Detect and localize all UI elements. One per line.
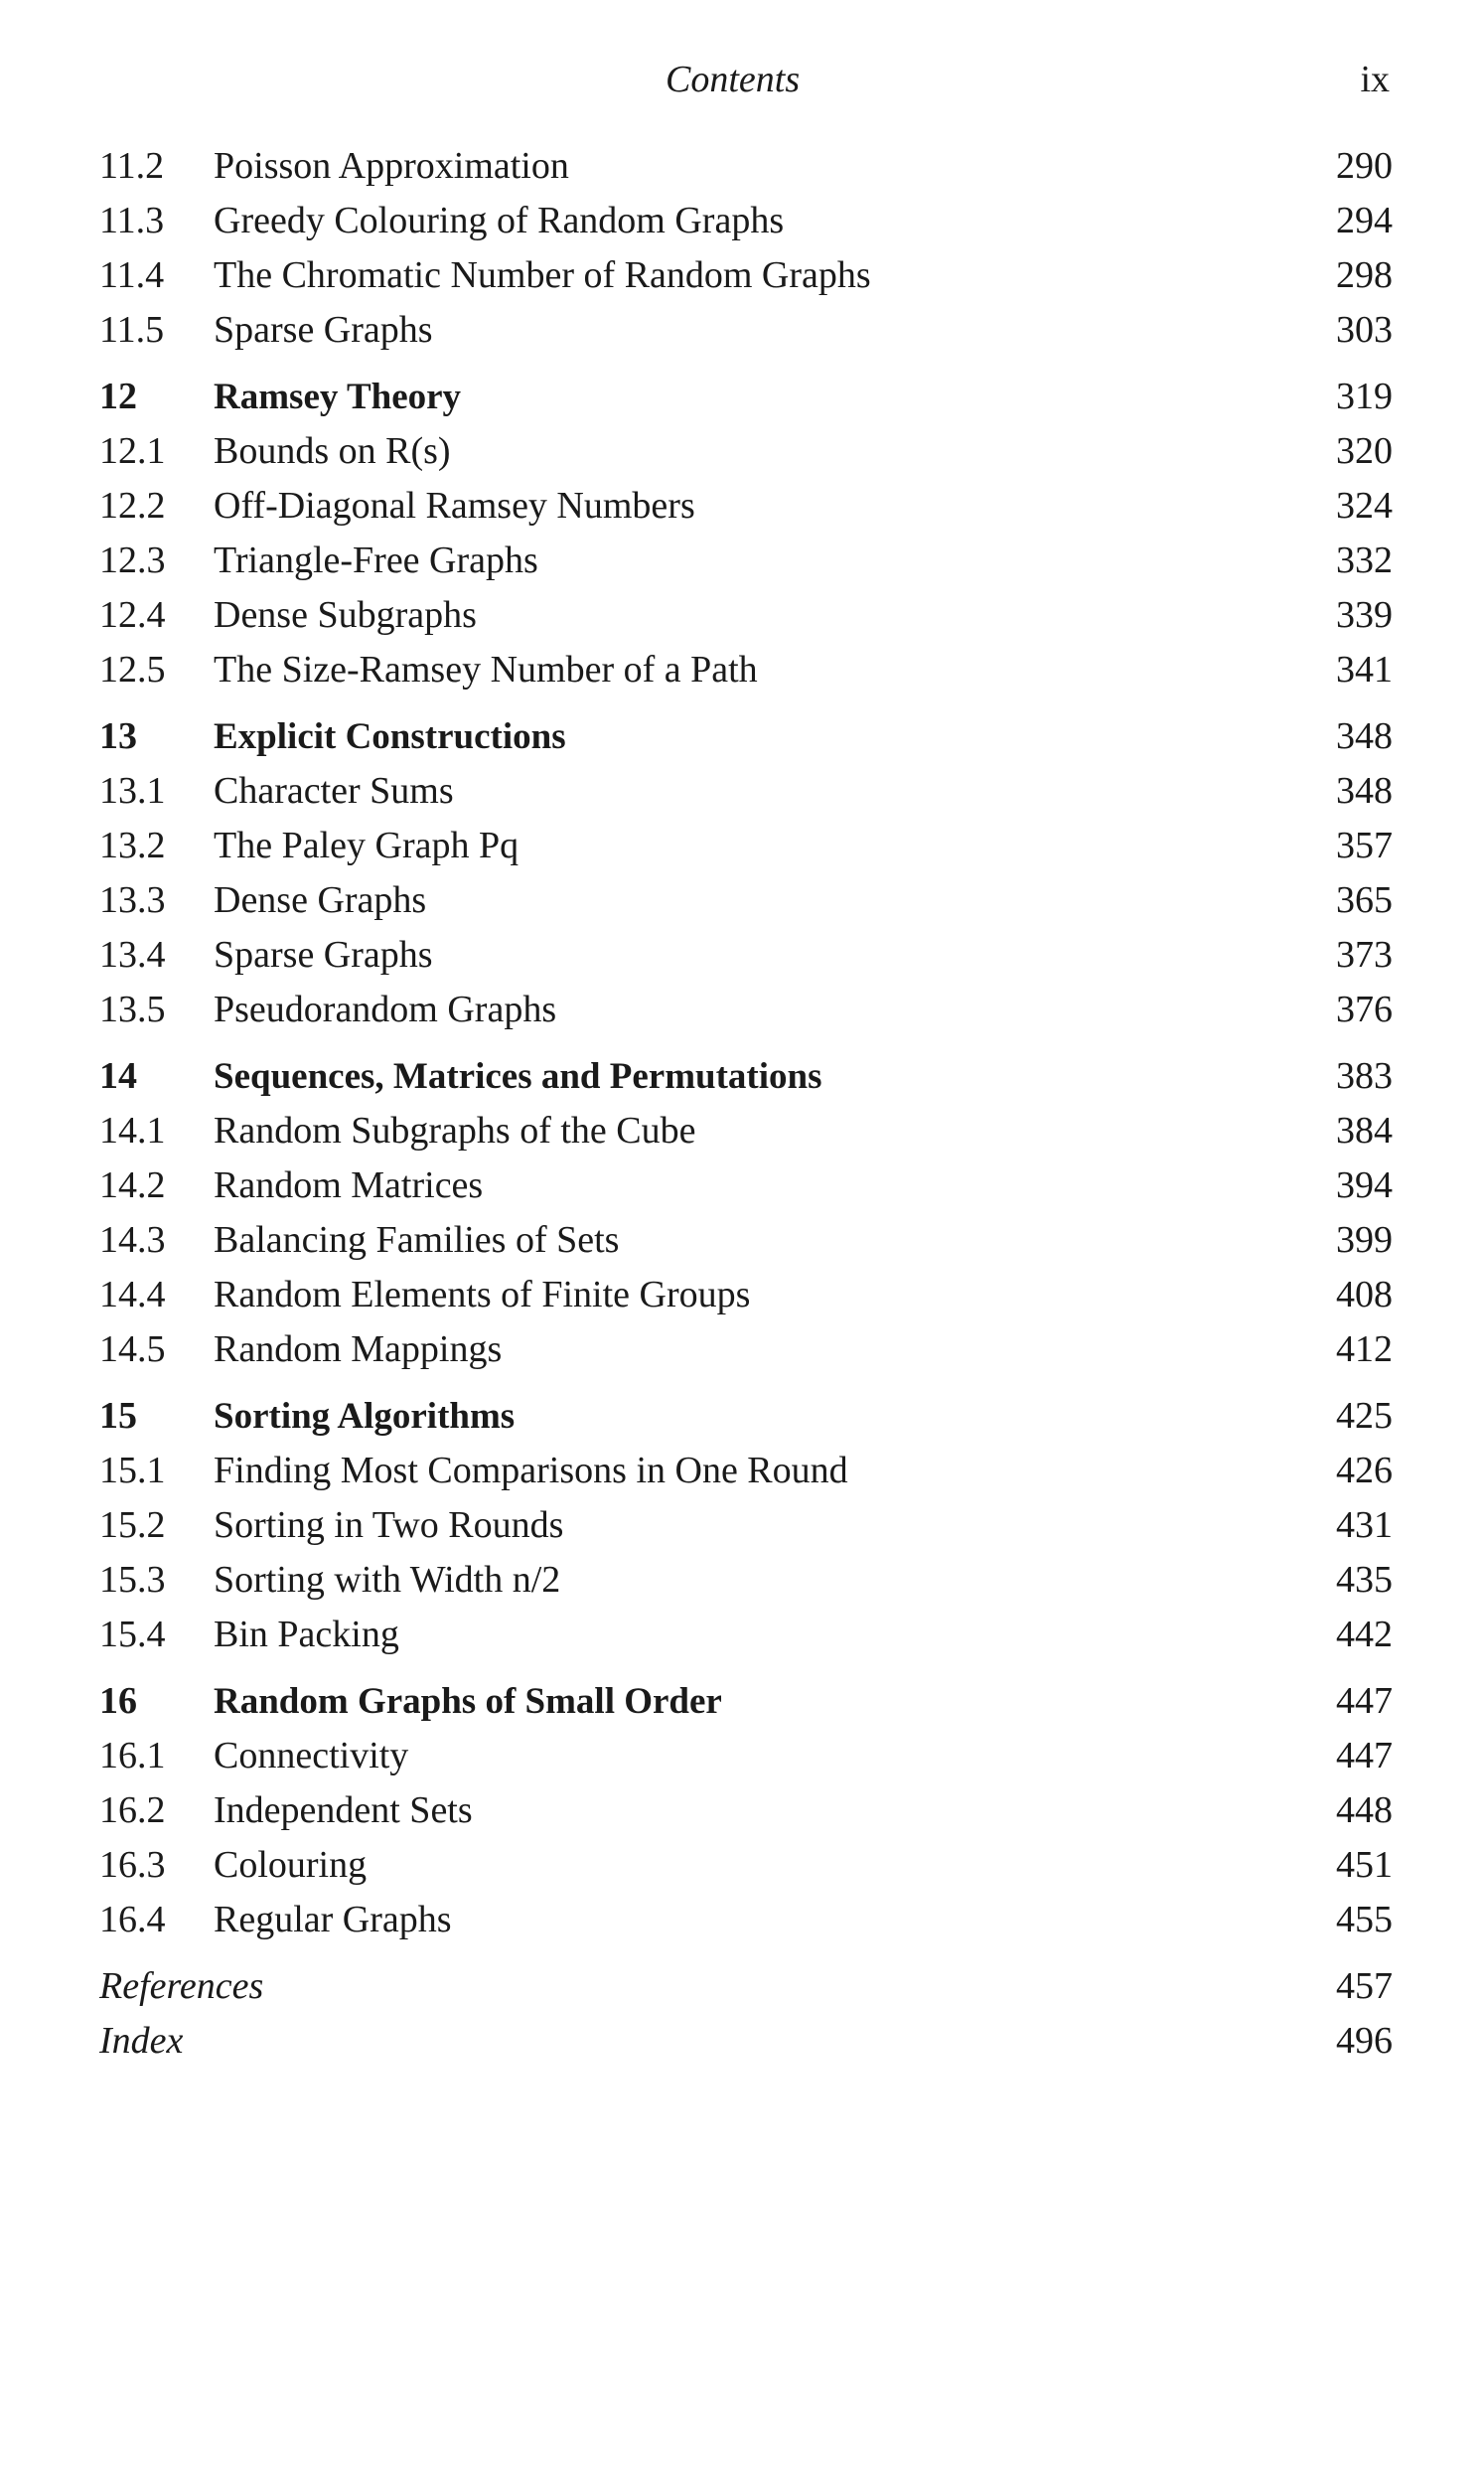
toc-section-15-1[interactable] [99, 1444, 1393, 1498]
section-number: 12.4 [99, 594, 166, 636]
toc-chapter-13[interactable] [99, 709, 1393, 764]
section-title: Pseudorandom Graphs [214, 989, 557, 1030]
section-number: 13.3 [99, 879, 166, 921]
chapter-title: Sorting Algorithms [214, 1396, 516, 1437]
backmatter-page: 457 [1336, 1965, 1393, 2007]
toc-chapter-14[interactable] [99, 1049, 1393, 1104]
toc-section-16-2[interactable] [99, 1783, 1393, 1838]
toc-section-16-3[interactable] [99, 1838, 1393, 1893]
section-title: The Paley Graph Pq [214, 825, 519, 866]
section-page: 341 [1336, 649, 1393, 691]
toc-section-15-2[interactable] [99, 1498, 1393, 1553]
section-number: 16.2 [99, 1789, 166, 1831]
toc-section-13-4[interactable] [99, 928, 1393, 983]
toc-group-14 [99, 1049, 1393, 1377]
toc-section-13-3[interactable] [99, 873, 1393, 928]
section-page: 365 [1336, 879, 1393, 921]
toc-section-11-4[interactable] [99, 248, 1393, 303]
chapter-title: Explicit Constructions [214, 716, 566, 757]
section-title: Triangle-Free Graphs [214, 540, 538, 581]
section-page: 447 [1336, 1735, 1393, 1776]
toc-section-14-4[interactable] [99, 1268, 1393, 1322]
section-number: 13.5 [99, 989, 166, 1030]
toc-section-11-3[interactable] [99, 194, 1393, 248]
section-number: 13.1 [99, 770, 166, 812]
section-number: 12.3 [99, 540, 166, 581]
chapter-page: 425 [1336, 1395, 1393, 1437]
section-page: 376 [1336, 989, 1393, 1030]
section-number: 14.4 [99, 1274, 166, 1315]
toc-group-12 [99, 370, 1393, 697]
section-page: 357 [1336, 825, 1393, 866]
section-number: 14.2 [99, 1164, 166, 1206]
chapter-number: 15 [99, 1395, 137, 1437]
section-number: 14.5 [99, 1328, 166, 1370]
section-page: 412 [1336, 1328, 1393, 1370]
toc-section-13-1[interactable] [99, 764, 1393, 819]
table-of-contents [99, 139, 1393, 2069]
section-title: Balancing Families of Sets [214, 1219, 620, 1261]
chapter-page: 319 [1336, 376, 1393, 417]
section-title: Regular Graphs [214, 1899, 452, 1940]
toc-section-16-1[interactable] [99, 1729, 1393, 1783]
section-number: 11.4 [99, 254, 165, 296]
section-title: Sorting with Width n/2 [214, 1559, 561, 1601]
toc-section-12-1[interactable] [99, 424, 1393, 479]
section-page: 303 [1336, 309, 1393, 351]
section-title: Sorting in Two Rounds [214, 1504, 564, 1546]
section-title: Greedy Colouring of Random Graphs [214, 200, 785, 241]
section-page: 339 [1336, 594, 1393, 636]
toc-chapter-12[interactable] [99, 370, 1393, 424]
section-page: 394 [1336, 1164, 1393, 1206]
toc-chapter-16[interactable] [99, 1674, 1393, 1729]
chapter-page: 447 [1336, 1680, 1393, 1722]
section-title: Off-Diagonal Ramsey Numbers [214, 485, 695, 527]
section-number: 16.4 [99, 1899, 166, 1940]
section-number: 14.1 [99, 1110, 166, 1152]
section-number: 15.4 [99, 1614, 166, 1655]
backmatter-page: 496 [1336, 2020, 1393, 2062]
chapter-title: Ramsey Theory [214, 377, 462, 417]
section-title: Random Subgraphs of the Cube [214, 1110, 696, 1152]
chapter-title: Random Graphs of Small Order [214, 1681, 722, 1722]
toc-group-15 [99, 1389, 1393, 1662]
toc-section-14-5[interactable] [99, 1322, 1393, 1377]
section-page: 426 [1336, 1450, 1393, 1491]
section-page: 348 [1336, 770, 1393, 812]
chapter-number: 16 [99, 1680, 137, 1722]
section-number: 15.1 [99, 1450, 166, 1491]
section-number: 12.2 [99, 485, 166, 527]
toc-section-14-1[interactable] [99, 1104, 1393, 1158]
section-number: 15.2 [99, 1504, 166, 1546]
section-number: 11.2 [99, 145, 165, 187]
toc-section-12-4[interactable] [99, 588, 1393, 643]
toc-section-14-3[interactable] [99, 1213, 1393, 1268]
section-page: 373 [1336, 934, 1393, 976]
section-number: 12.5 [99, 649, 166, 691]
toc-section-12-3[interactable] [99, 534, 1393, 588]
section-title: Dense Subgraphs [214, 594, 477, 636]
section-title: Random Mappings [214, 1328, 503, 1370]
section-page: 298 [1336, 254, 1393, 296]
section-page: 448 [1336, 1789, 1393, 1831]
section-title: Random Matrices [214, 1164, 484, 1206]
section-page: 442 [1336, 1614, 1393, 1655]
section-number: 16.3 [99, 1844, 166, 1886]
section-title: Bin Packing [214, 1614, 399, 1655]
section-page: 399 [1336, 1219, 1393, 1261]
section-number: 13.4 [99, 934, 166, 976]
section-page: 324 [1336, 485, 1393, 527]
page-number: ix [1360, 59, 1390, 100]
chapter-title: Sequences, Matrices and Permutations [214, 1056, 822, 1097]
section-number: 12.1 [99, 430, 166, 472]
section-title: Colouring [214, 1844, 368, 1886]
section-title: Poisson Approximation [214, 145, 569, 187]
toc-index[interactable] [99, 2014, 1393, 2069]
section-page: 294 [1336, 200, 1393, 241]
toc-group-13 [99, 709, 1393, 1037]
chapter-number: 12 [99, 376, 137, 417]
section-page: 408 [1336, 1274, 1393, 1315]
section-page: 384 [1336, 1110, 1393, 1152]
toc-group-16 [99, 1674, 1393, 1947]
running-head [0, 58, 1484, 107]
chapter-number: 14 [99, 1055, 137, 1097]
section-title: Sparse Graphs [214, 309, 433, 351]
toc-backmatter [99, 1959, 1393, 2069]
running-title: Contents [666, 59, 801, 100]
toc-references[interactable] [99, 1959, 1393, 2014]
toc-section-15-3[interactable] [99, 1553, 1393, 1608]
chapter-number: 13 [99, 715, 137, 757]
section-title: The Size-Ramsey Number of a Path [214, 649, 758, 691]
section-page: 320 [1336, 430, 1393, 472]
section-title: Connectivity [214, 1735, 409, 1776]
section-title: Independent Sets [214, 1789, 473, 1831]
toc-section-13-2[interactable] [99, 819, 1393, 873]
section-number: 16.1 [99, 1735, 166, 1776]
toc-chapter-15[interactable] [99, 1389, 1393, 1444]
toc-section-15-4[interactable] [99, 1608, 1393, 1662]
toc-section-11-2[interactable] [99, 139, 1393, 194]
section-page: 451 [1336, 1844, 1393, 1886]
section-number: 11.5 [99, 309, 165, 351]
section-title: Sparse Graphs [214, 934, 433, 976]
backmatter-title: References [99, 1965, 264, 2007]
section-title: The Chromatic Number of Random Graphs [214, 254, 871, 296]
section-page: 290 [1336, 145, 1393, 187]
section-number: 13.2 [99, 825, 166, 866]
section-title: Character Sums [214, 770, 454, 812]
section-page: 332 [1336, 540, 1393, 581]
toc-section-12-5[interactable] [99, 643, 1393, 697]
section-page: 431 [1336, 1504, 1393, 1546]
section-title: Finding Most Comparisons in One Round [214, 1450, 848, 1491]
section-number: 14.3 [99, 1219, 166, 1261]
chapter-page: 383 [1336, 1055, 1393, 1097]
toc-group-11-continued [99, 139, 1393, 358]
section-title: Random Elements of Finite Groups [214, 1274, 751, 1315]
toc-section-13-5[interactable] [99, 983, 1393, 1037]
backmatter-title: Index [99, 2020, 184, 2062]
toc-section-12-2[interactable] [99, 479, 1393, 534]
toc-section-14-2[interactable] [99, 1158, 1393, 1213]
section-page: 455 [1336, 1899, 1393, 1940]
chapter-page: 348 [1336, 715, 1393, 757]
section-page: 435 [1336, 1559, 1393, 1601]
section-number: 11.3 [99, 200, 165, 241]
section-title: Dense Graphs [214, 879, 427, 921]
toc-section-16-4[interactable] [99, 1893, 1393, 1947]
section-number: 15.3 [99, 1559, 166, 1601]
section-title: Bounds on R(s) [214, 430, 451, 472]
toc-section-11-5[interactable] [99, 303, 1393, 358]
